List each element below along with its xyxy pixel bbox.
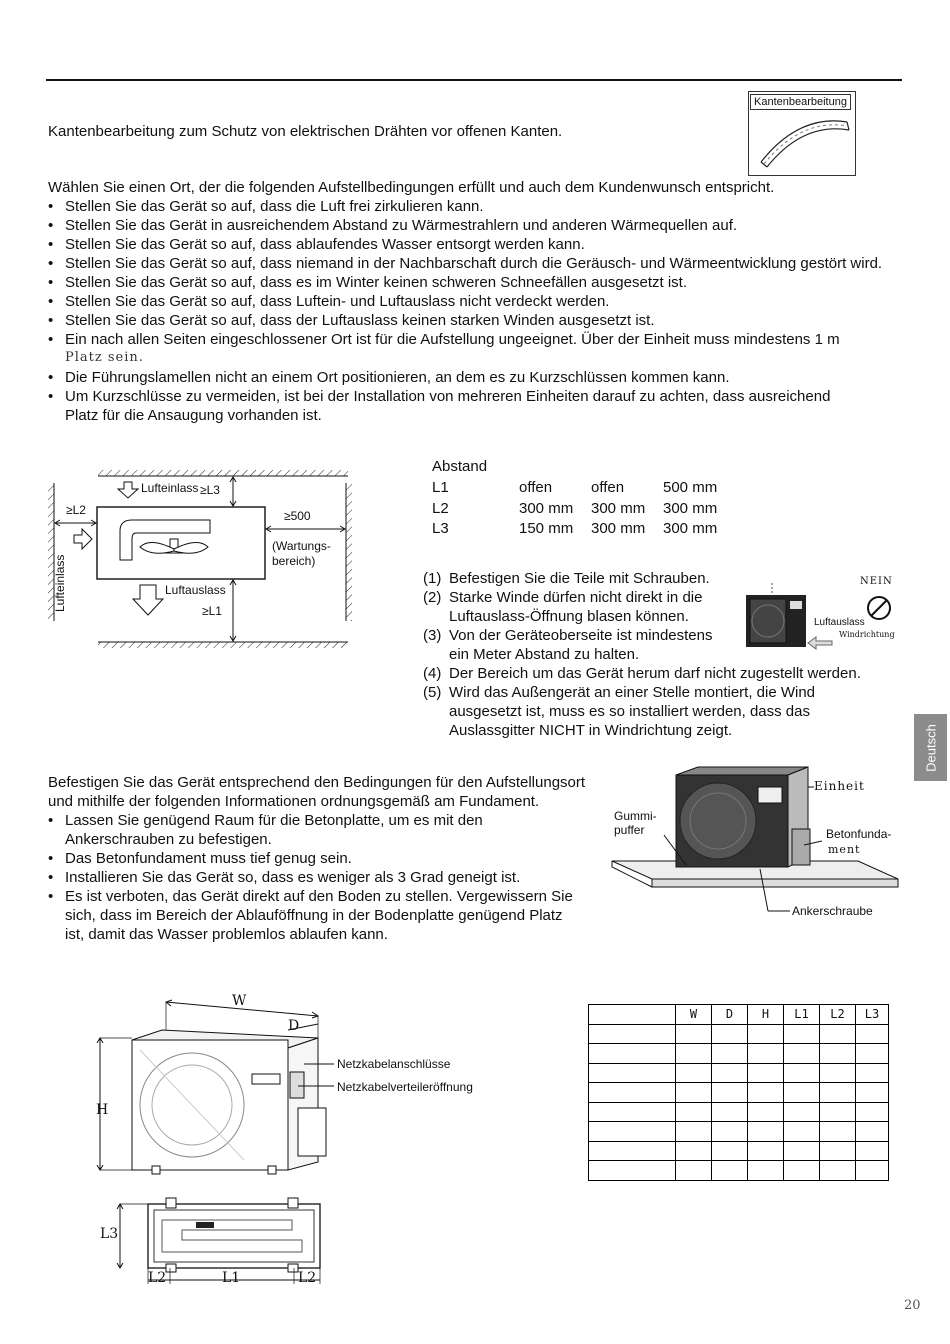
table-row	[589, 1161, 889, 1181]
wind-figure	[742, 575, 902, 650]
edge-protection-text: Kantenbearbeitung zum Schutz von elektrischen Drähten vor offenen Kanten.	[48, 123, 563, 140]
label-lufteinlass-top: Lufteinlass	[141, 481, 199, 495]
label-luftauslass: Luftauslass	[165, 583, 226, 597]
unit-dimension-figure	[92, 990, 502, 1180]
list-item-continuation: Platz sein.	[65, 350, 144, 365]
label-netzkabelanschluesse: Netzkabelanschlüsse	[337, 1057, 451, 1071]
header-l1: L1	[784, 1005, 820, 1025]
note-text: ausgesetzt ist, muss es so installiert werden, dass das	[449, 703, 810, 720]
foundation-figure	[608, 765, 910, 925]
note-num: (3)	[423, 627, 442, 644]
table-row	[589, 1102, 889, 1122]
note-text: Luftauslass-Öffnung blasen können.	[449, 608, 689, 625]
label-l3: ≥L3	[200, 483, 220, 497]
header-l3: L3	[856, 1005, 889, 1025]
note-num: (4)	[423, 665, 442, 682]
table-row	[589, 1063, 889, 1083]
note-text: ein Meter Abstand zu halten.	[449, 646, 640, 663]
abstand-title: Abstand	[432, 458, 488, 475]
label-wartung-1: (Wartungs-	[272, 539, 331, 553]
label-gummi-2: puffer	[614, 823, 645, 837]
label-l1: ≥L1	[202, 604, 222, 618]
label-windrichtung: Windrichtung	[839, 630, 895, 639]
label-gummi-1: Gummi-	[614, 809, 657, 823]
foundation-intro: Befestigen Sie das Gerät entsprechend den Bedingungen für den Aufstellungsort	[48, 774, 586, 791]
label-einheit: Einheit	[814, 779, 865, 793]
note-text: Wird das Außengerät an einer Stelle montiert, die Wind	[449, 684, 816, 701]
list-item-continuation: Ankerschrauben zu befestigen.	[65, 831, 272, 848]
note-num: (5)	[423, 684, 442, 701]
label-wartung-2: bereich)	[272, 554, 316, 568]
label-luftauslass: Luftauslass	[814, 617, 865, 628]
label-d: D	[288, 1018, 300, 1034]
language-tab: Deutsch	[914, 714, 947, 781]
clearance-diagram	[40, 465, 370, 660]
note-text: Von der Geräteoberseite ist mindestens	[449, 627, 713, 644]
label-lufteinlass-side: Lufteinlass	[53, 554, 67, 612]
site-intro: Wählen Sie einen Ort, der die folgenden Aufstellbedingungen erfüllt und auch dem Kundenwunsch entspricht.	[48, 179, 775, 196]
note-num: (2)	[423, 589, 442, 606]
table-row	[589, 1044, 889, 1064]
table-header-row	[589, 1005, 889, 1025]
page-number: 20	[904, 1298, 921, 1313]
header-d: D	[712, 1005, 748, 1025]
dimension-table	[588, 1004, 889, 1181]
label-h: H	[96, 1102, 109, 1118]
edge-strip-illustration	[749, 92, 855, 175]
label-l2: ≥L2	[66, 503, 86, 517]
label-l1: L1	[222, 1270, 241, 1286]
header-l2: L2	[820, 1005, 856, 1025]
header-rule	[46, 79, 902, 81]
label-anker: Ankerschraube	[792, 904, 873, 918]
header-w: W	[676, 1005, 712, 1025]
label-500: ≥500	[284, 509, 311, 523]
label-nein: NEIN	[860, 576, 893, 587]
label-beton-2: ment	[828, 843, 861, 856]
note-text: Auslassgitter NICHT in Windrichtung zeigt.	[449, 722, 733, 739]
list-item-continuation: Platz für die Ansaugung vorhanden ist.	[65, 407, 322, 424]
note-text: Starke Winde dürfen nicht direkt in die	[449, 589, 703, 606]
note-text: Befestigen Sie die Teile mit Schrauben.	[449, 570, 710, 587]
list-item-continuation: ist, damit das Wasser problemlos ablaufen kann.	[65, 926, 388, 943]
edge-protection-label: Kantenbearbeitung	[750, 94, 851, 110]
base-plate-figure	[92, 1196, 332, 1294]
foundation-intro: und mithilfe der folgenden Informationen ordnungsgemäß am Fundament.	[48, 793, 540, 810]
table-row	[589, 1083, 889, 1103]
base-plate-illustration	[92, 1196, 332, 1294]
edge-protection-figure	[748, 91, 856, 176]
label-l2-left: L2	[148, 1270, 167, 1286]
label-l3: L3	[100, 1226, 119, 1242]
label-w: W	[232, 993, 247, 1009]
label-beton-1: Betonfunda-	[826, 827, 892, 841]
header-h: H	[748, 1005, 784, 1025]
table-row	[589, 1024, 889, 1044]
table-row	[589, 1122, 889, 1142]
list-item-continuation: sich, dass im Bereich der Ablauföffnung in der Bodenplatte genügend Platz	[65, 907, 563, 924]
note-text: Der Bereich um das Gerät herum darf nicht zugestellt werden.	[449, 665, 861, 682]
label-l2-right: L2	[298, 1270, 317, 1286]
label-netzkabelverteileroeffnung: Netzkabelverteileröffnung	[337, 1080, 473, 1094]
table-row	[589, 1141, 889, 1161]
note-num: (1)	[423, 570, 442, 587]
